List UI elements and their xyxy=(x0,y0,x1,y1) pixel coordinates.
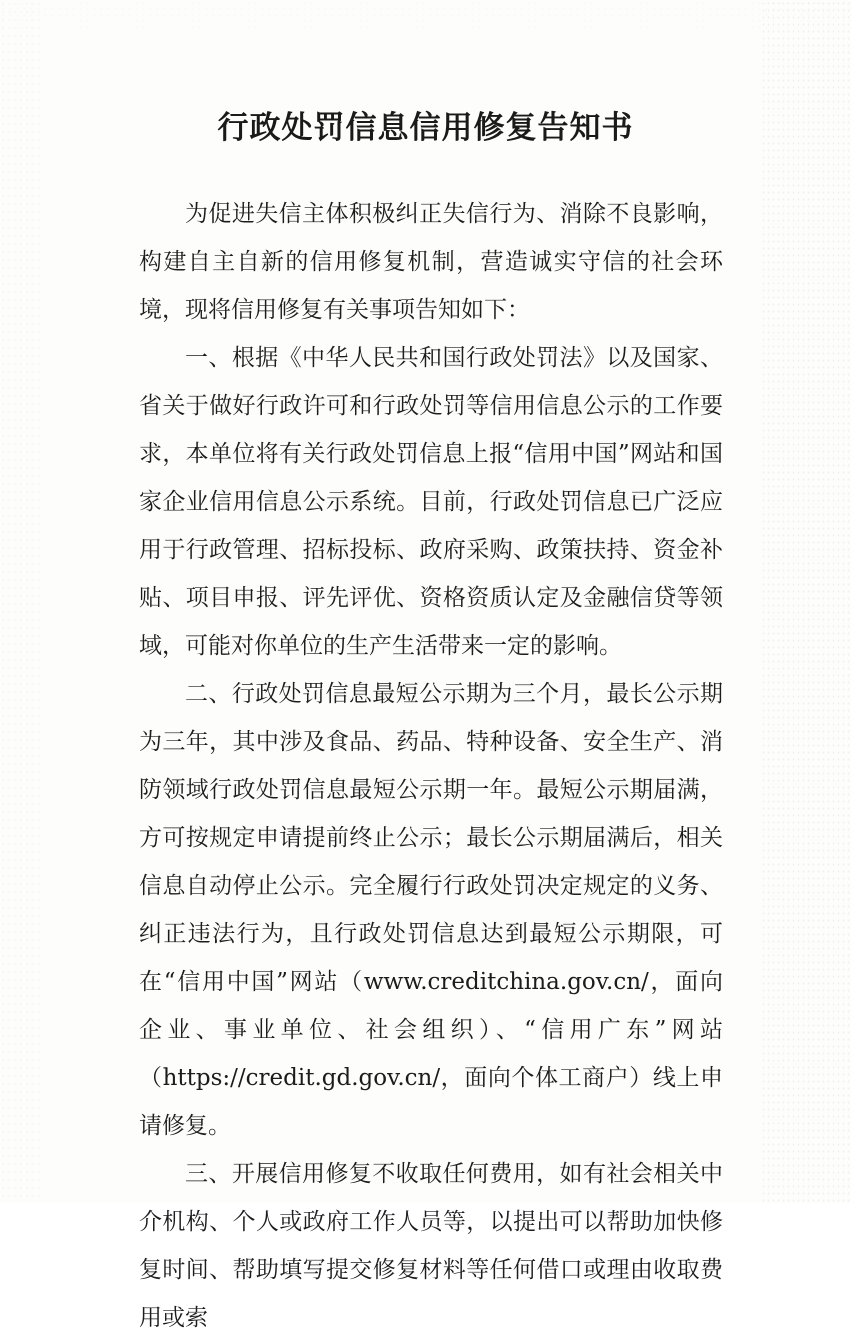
scan-noise-left xyxy=(0,0,40,1203)
paragraph-section-3: 三、开展信用修复不收取任何费用，如有社会相关中介机构、个人或政府工作人员等，以提出可以帮助加快修复时间、帮助填写提交修复材料等任何借口或理由收取费用或索 xyxy=(139,1161,723,1331)
paragraph-section-1: 一、根据《中华人民共和国行政处罚法》以及国家、省关于做好行政许可和行政处罚等信用信息公示的工作要求，本单位将有关行政处罚信息上报“信用中国”网站和国家企业信用信息公示系统。目前，行政处罚信息已广泛应用于行政管理、招标投标、政府采购、政策扶持、资金补贴、项目申报、评先评优、资格资质认定及金融信贷等领域，可能对你单位的生产生活带来一定的影响。 xyxy=(139,345,723,659)
scan-noise-top xyxy=(0,0,851,30)
paragraph-intro: 为促进失信主体积极纠正失信行为、消除不良影响，构建自主自新的信用修复机制，营造诚实守信的社会环境，现将信用修复有关事项告知如下： xyxy=(139,201,723,323)
document-title: 行政处罚信息信用修复告知书 xyxy=(217,110,634,146)
scan-noise-right xyxy=(761,0,851,1203)
paragraph-section-2: 二、行政处罚信息最短公示期为三个月，最长公示期为三年，其中涉及食品、药品、特种设备、安全生产、消防领域行政处罚信息最短公示期一年。最短公示期届满，方可按规定申请提前终止公示；最长公示期届满后，相关信息自动停止公示。完全履行行政处罚决定规定的义务、纠正违法行为，且行政处罚信息达到最短公示期限，可在“信用中国”网站（www.creditchina.gov.cn/，面向企业、事业单位、社会组织）、“信用广东”网站（https://credit.gd.gov.cn/，面向个体工商户）线上申请修复。 xyxy=(139,681,723,1139)
document-body xyxy=(139,190,723,1342)
